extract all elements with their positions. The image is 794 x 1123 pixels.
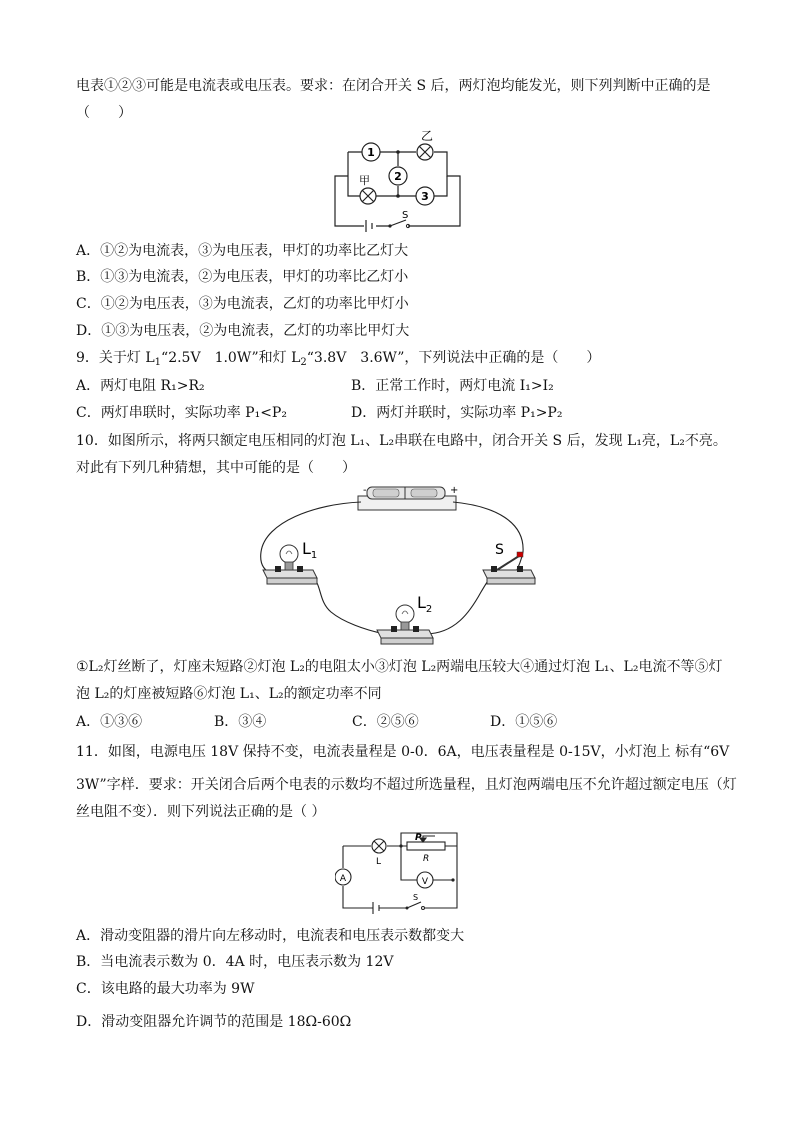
q8-meter3-label: 3 — [421, 190, 429, 203]
q10-option-c: C．②⑤⑥ — [352, 714, 419, 730]
q8-stem-line2: （ ） — [76, 105, 132, 121]
q11-switch-label: S — [413, 893, 419, 902]
q10-l2-label: $L_2$ — [417, 593, 433, 615]
q10-option-d: D．①⑤⑥ — [490, 714, 558, 730]
q8-option-b: B．①③为电流表，②为电压表，甲灯的功率比乙灯小 — [76, 269, 409, 285]
q8-option-a: A．①②为电流表，③为电压表，甲灯的功率比乙灯大 — [76, 243, 409, 259]
q10-l1-label: $L_1$ — [302, 539, 318, 561]
q9-sub1: 1 — [154, 357, 162, 368]
q11-stem-line3: 丝电阻不变）．则下列说法正确的是（ ） — [76, 804, 326, 820]
q11-stem-line1: 11．如图，电源电压 18V 保持不变，电流表量程是 0-0．6A，电压表量程是 0-15V，小灯泡上 标有“6V — [76, 744, 730, 760]
q10-stem-line1: 10．如图所示，将两只额定电压相同的灯泡 L₁、L₂串联在电路中，闭合开关 S 后，发现 L₁亮，L₂不亮。 — [76, 433, 727, 449]
q8-lamp-jia-label: 甲 — [359, 174, 370, 187]
q10-guess-line2: 泡 L₂的灯座被短路⑥灯泡 L₁、L₂的额定功率不同 — [76, 686, 382, 702]
q8-stem-line1: 电表①②③可能是电流表或电压表。要求：在闭合开关 S 后，两灯泡均能发光，则下列判断中正确的是 — [76, 78, 711, 94]
q9-stem — [76, 348, 718, 373]
q8-circuit-figure — [330, 128, 465, 234]
q11-voltmeter-label: V — [421, 877, 429, 887]
q8-meter2-label: 2 — [394, 170, 402, 183]
q9-stem-b: “2.5V 1.0W”和灯 L — [161, 350, 301, 366]
q10-guess-line1: ①L₂灯丝断了，灯座未短路②灯泡 L₂的电阻太小③灯泡 L₂两端电压较大④通过灯泡 L₁、L₂电流不等⑤灯 — [76, 659, 723, 675]
q9-stem-a: 9．关于灯 L — [76, 350, 155, 366]
q9-option-b: B．正常工作时，两灯电流 I₁>I₂ — [351, 378, 554, 394]
q8-option-d: D．①③为电压表，②为电流表，乙灯的功率比甲灯大 — [76, 323, 410, 339]
q10-switch-label: S — [495, 542, 504, 558]
q11-option-d: D．滑动变阻器允许调节的范围是 18Ω-60Ω — [76, 1014, 352, 1030]
q9-option-d: D．两灯并联时，实际功率 P₁>P₂ — [351, 405, 563, 421]
q10-stem-line2: 对此有下列几种猜想，其中可能的是（ ） — [76, 460, 356, 476]
q11-option-c: C．该电路的最大功率为 9W — [76, 981, 255, 997]
q9-sub2: 2 — [300, 357, 307, 368]
q11-option-a: A．滑动变阻器的滑片向左移动时，电流表和电压表示数都变大 — [76, 928, 465, 944]
q11-option-b: B．当电流表示数为 0．4A 时，电压表示数为 12V — [76, 954, 394, 970]
q10-option-a: A．①③⑥ — [76, 714, 143, 730]
q11-lamp-label: L — [376, 857, 382, 867]
q8-meter1-label: 1 — [367, 146, 375, 159]
q8-lamp-yi-label: 乙 — [421, 129, 434, 143]
q10-option-b: B．③④ — [214, 714, 267, 730]
q11-rheostat-label: R — [423, 854, 430, 864]
q9-stem-c: “3.8V 3.6W”，下列说法中正确的是（ ） — [306, 350, 601, 366]
q11-stem-line2: 3W”字样．要求：开关闭合后两个电表的示数均不超过所选量程，且灯泡两端电压不允许超过额定电压（灯 — [76, 777, 737, 793]
q11-ammeter-label: A — [339, 874, 347, 884]
q9-option-a: A．两灯电阻 R₁>R₂ — [76, 378, 205, 394]
q8-switch-label: S — [402, 210, 409, 221]
q11-slider-label: P — [415, 833, 422, 843]
q10-battery-plus: + — [450, 485, 459, 496]
q10-battery-minus: - — [363, 485, 367, 496]
q9-option-c: C．两灯串联时，实际功率 P₁<P₂ — [76, 405, 287, 421]
q11-circuit-figure — [335, 828, 463, 920]
q8-option-c: C．①②为电压表，③为电流表，乙灯的功率比甲灯小 — [76, 296, 409, 312]
q10-circuit-figure — [255, 482, 540, 652]
